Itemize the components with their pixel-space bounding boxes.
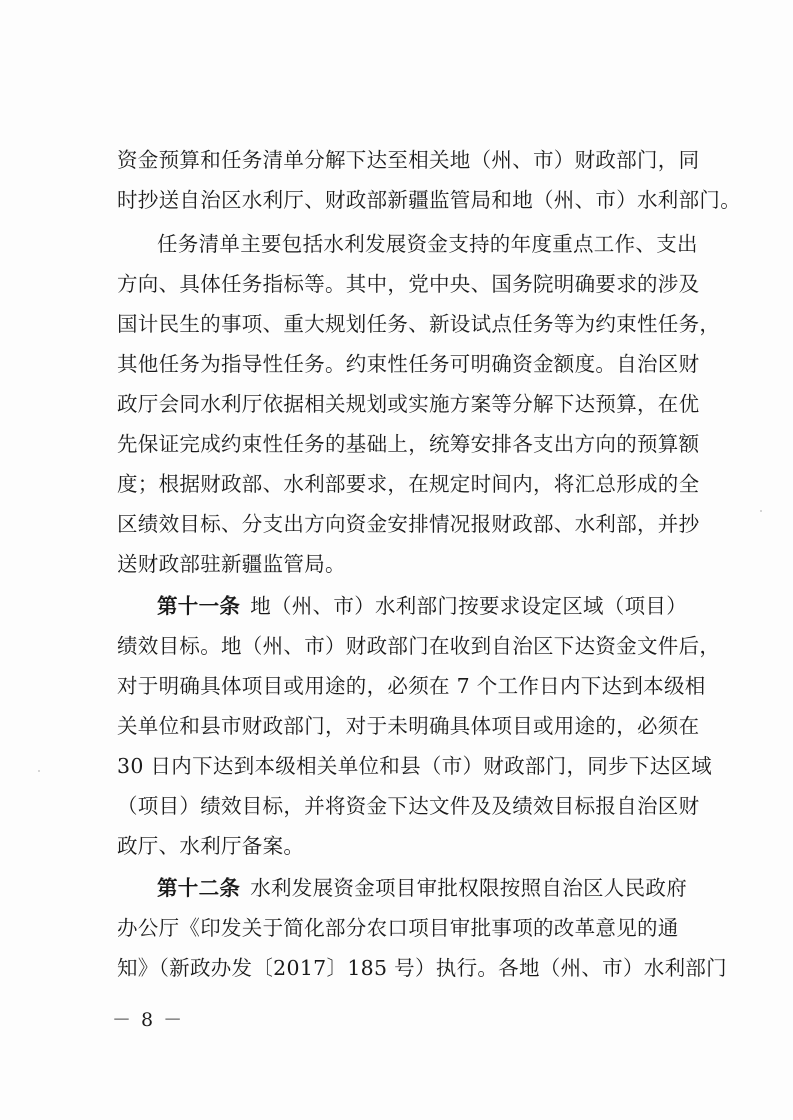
article-11-first-line	[157, 588, 697, 624]
scan-speck	[760, 510, 762, 512]
text-line: 对于明确具体项目或用途的，必须在 7 个工作日内下达到本级相	[117, 674, 706, 698]
article-11-label: 第十一条	[157, 594, 241, 618]
text-line: 度；根据财政部、水利部要求，在规定时间内，将汇总形成的全	[117, 472, 700, 496]
page-number: － 8 －	[112, 1009, 185, 1031]
text-line: 知》（新政办发〔2017〕185 号）执行。各地（州、市）水利部门	[117, 956, 727, 980]
text-line: 先保证完成约束性任务的基础上，统筹安排各支出方向的预算额	[117, 432, 700, 456]
article-12-text: 水利发展资金项目审批权限按照自治区人民政府	[250, 876, 688, 900]
article-12-first-line	[157, 870, 697, 906]
text-line: 国计民生的事项、重大规划任务、新设试点任务等为约束性任务，	[117, 312, 721, 336]
text-line: 办公厅《印发关于简化部分农口项目审批事项的改革意见的通	[117, 916, 679, 940]
text-line: （项目）绩效目标，并将资金下达文件及及绩效目标报自治区财	[117, 794, 700, 818]
text-line: 时抄送自治区水利厅、财政部新疆监管局和地（州、市）水利部门。	[117, 188, 741, 212]
text-line: 区绩效目标、分支出方向资金安排情况报财政部、水利部，并抄	[117, 512, 700, 536]
text-line: 30 日内下达到本级相关单位和县（市）财政部门，同步下达区域	[117, 754, 713, 778]
text-line: 其他任务为指导性任务。约束性任务可明确资金额度。自治区财	[117, 352, 700, 376]
text-line: 关单位和县市财政部门，对于未明确具体项目或用途的，必须在	[117, 714, 700, 738]
paragraph-start-line: 任务清单主要包括水利发展资金支持的年度重点工作、支出	[157, 232, 698, 256]
text-line: 绩效目标。地（州、市）财政部门在收到自治区下达资金文件后，	[117, 634, 721, 658]
article-12-label: 第十二条	[157, 876, 241, 900]
scan-speck	[38, 770, 40, 772]
article-11-text: 地（州、市）水利部门按要求设定区域（项目）	[250, 594, 688, 618]
text-line: 政厅、水利厅备案。	[117, 834, 305, 858]
text-line: 资金预算和任务清单分解下达至相关地（州、市）财政部门，同	[117, 148, 700, 172]
text-line: 方向、具体任务指标等。其中，党中央、国务院明确要求的涉及	[117, 272, 700, 296]
text-line: 政厅会同水利厅依据相关规划或实施方案等分解下达预算，在优	[117, 392, 700, 416]
text-line: 送财政部驻新疆监管局。	[117, 552, 346, 576]
